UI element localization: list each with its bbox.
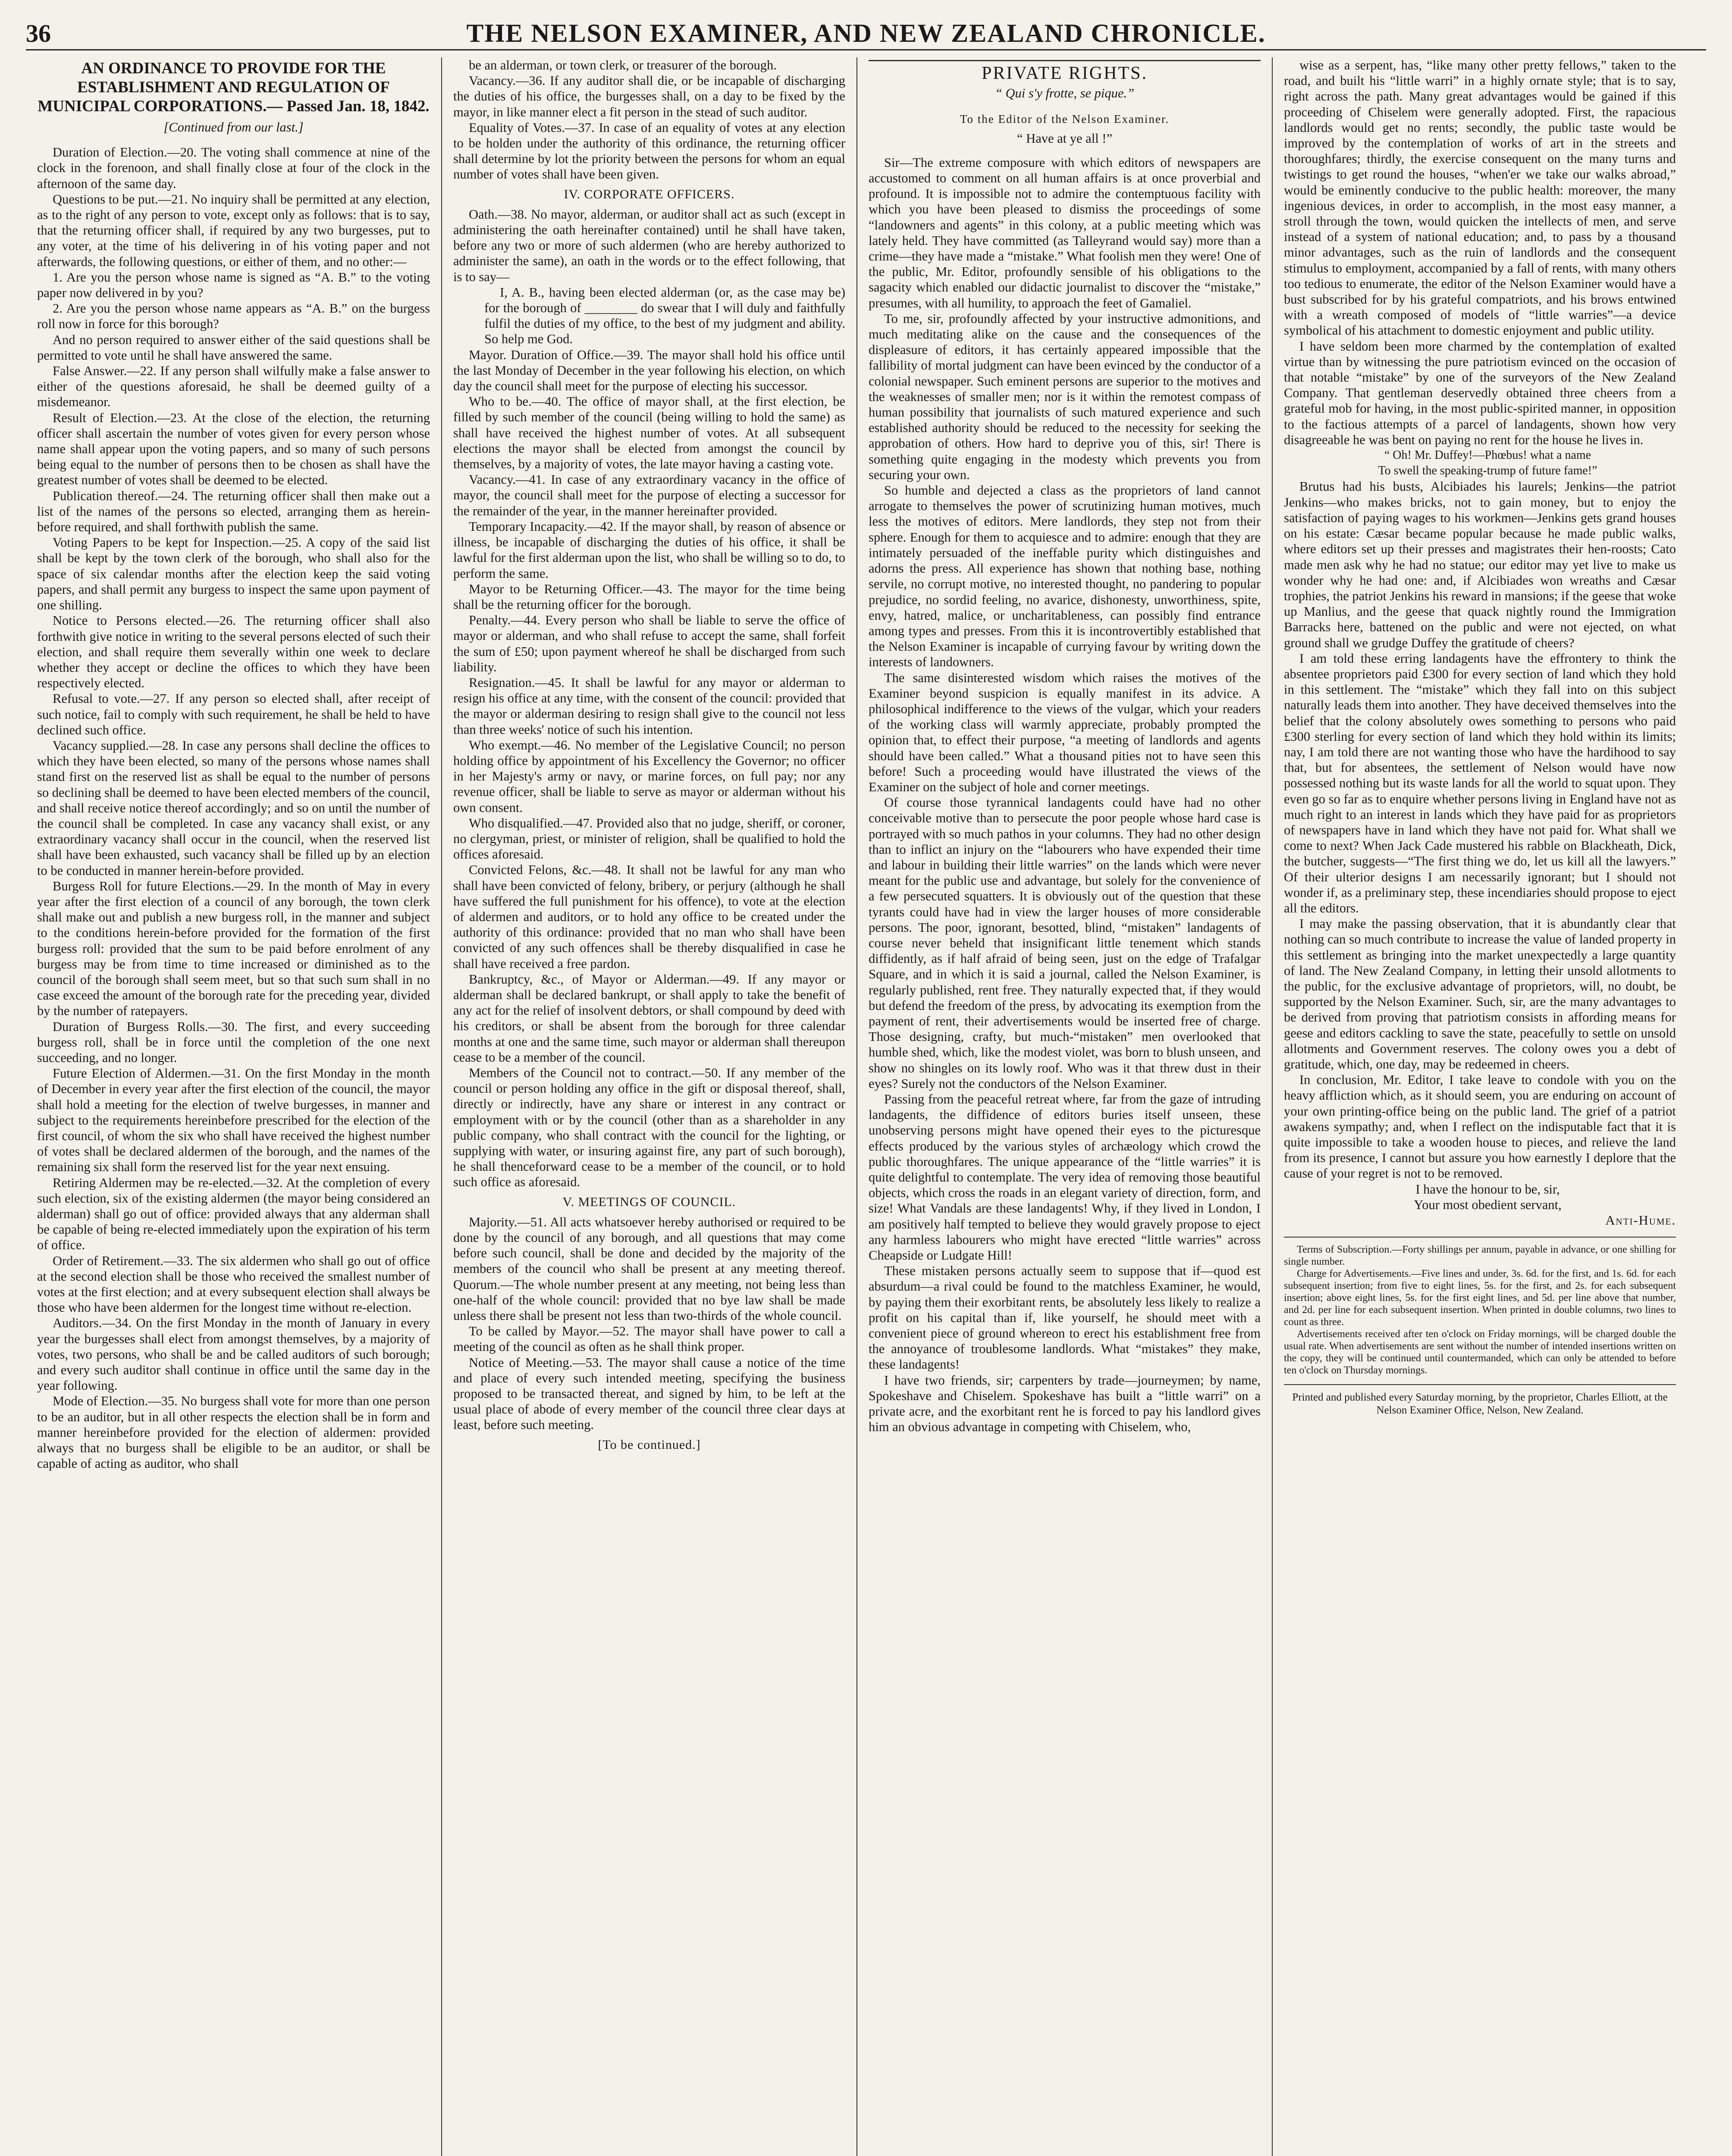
paragraph: Voting Papers to be kept for Inspection.—25. A copy of the said list shall be kept by the town clerk of the borough, who shall also for the space of six calendar months after the election keep the said voting papers, and shall permit any burgess to inspect the same upon payment of one shilling.	[37, 535, 430, 613]
paragraph: And no person required to answer either of the said questions shall be permitted to vote until he shall have answered the same.	[37, 332, 430, 363]
ordinance-col2b	[453, 207, 845, 285]
paragraph: Majority.—51. All acts whatsoever hereby authorised or required to be done by the council of any borough, and all questions that may come before such council, shall be done and decided by the majority of the members of the council who shall be present at any meeting thereof. Quorum.—The whole number present at any meeting, not being less than one-half of the whole council: provided that no bye law shall be made unless there shall be present not less than two-thirds of the whole council.	[453, 1214, 845, 1323]
paragraph: Convicted Felons, &c.—48. It shall not be lawful for any man who shall have been convicted of felony, bribery, or perjury (although he shall have suffered the full punishment for his offence), to vote at the election of aldermen and auditors, or to hold any office to be created under the authority of this ordinance: provided that no man who shall have been convicted of any such offences shall be thereby disqualified in case he shall have received a free pardon.	[453, 862, 845, 971]
paragraph: wise as a serpent, has, “like many other pretty fellows,” taken to the road, and built his “little warri” in a highly ornate style; that is to say, right across the path. Many great advantages would be gained if this proceeding of Chiselem were generally adopted. First, the rapacious landlords would get no rents; secondly, the public taste would be improved by the contemplation of works of art in the streets and thoroughfares; thirdly, the exercise consequent on the many turns and twistings to get round the houses, “when'er we take our walks abroad,” would be eminently conducive to the public health: moreover, the many ingenious devices, in order to accomplish, in the most easy manner, a stroll through the town, would quicken the intellects of men, and serve instead of a system of national education; and, to pass by a thousand minor advantages, such as the ruin of landlords and the consequent stimulus to employment, accompanied by a fall of rents, with many others too tedious to enumerate, the editor of the Nelson Examiner would have a bust subscribed for by his grateful compatriots, and his brows entwined with a wreath composed of models of “little warries”—a device symbolical of his attachment to domestic enjoyment and public utility.	[1284, 58, 1676, 338]
paragraph: Order of Retirement.—33. The six aldermen who shall go out of office at the second election shall be those who received the smallest number of votes at the first election; and at every subsequent election shall always be those who have been aldermen for the longest time without re-election.	[37, 1253, 430, 1315]
paragraph: Notice of Meeting.—53. The mayor shall cause a notice of the time and place of every such intended meeting, specifying the business proposed to be transacted thereat, and signed by him, to be left at the usual place of abode of every member of the council three clear days at least, before such meeting.	[453, 1355, 845, 1432]
paragraph: Who exempt.—46. No member of the Legislative Council; no person holding office by appointment of his Excellency the Governor; no officer in her Majesty's army or navy, or marine forces, on full pay; nor any revenue officer, shall be liable to serve as mayor or alderman without his own consent.	[453, 737, 845, 815]
letter-col3	[869, 155, 1261, 1435]
continued-note: [Continued from our last.]	[163, 120, 304, 135]
paragraph: Questions to be put.—21. No inquiry shall be permitted at any election, as to the right of any person to vote, except only as follows: that is to say, that the returning officer shall, if required by any two burgesses, put to any voter, at the time of his delivering in of his voting paper and not afterwards, the following questions, or either of them, and no other:—	[37, 191, 430, 269]
paragraph: 2. Are you the person whose name appears as “A. B.” on the burgess roll now in force for this borough?	[37, 301, 430, 332]
paragraph: Temporary Incapacity.—42. If the mayor shall, by reason of absence or illness, be incapable of discharging the duties of his office, it shall be lawful for the first alderman upon the list, who shall be willing so to do, to perform the same.	[453, 519, 845, 581]
paragraph: The same disinterested wisdom which raises the motives of the Examiner beyond suspicion is equally manifest in its advice. A philosophical indifference to the views of the vulgar, which your readers of the working class will warmly appreciate, probably prompted the opinion that, to effect their purpose, “a meeting of landlords and agents should have been called.” What a thousand pities not to have seen this before! Such a proceeding would have illustrated the views of the Examiner on the subject of hole and corner meetings.	[869, 670, 1261, 794]
paragraph: Equality of Votes.—37. In case of an equality of votes at any election to be holden under the authority of this ordinance, the returning officer shall determine by lot the priority between the persons for whom an equal number of votes shall have been given.	[453, 120, 845, 182]
imprint	[1284, 1384, 1676, 1417]
have-at-ye: “ Have at ye all !”	[1017, 131, 1112, 146]
paragraph: I, A. B., having been elected alderman (or, as the case may be) for the borough of ________ do swear that I will duly and faithfully fulfil the duties of my office, to the best of my judgment and ability. So help me God.	[484, 285, 845, 347]
ordinance-col2d	[453, 1214, 845, 1433]
paragraph: Mayor. Duration of Office.—39. The mayor shall hold his office until the last Monday of December in the year following his election, on which day the council shall meet for the purpose of electing his successor.	[453, 347, 845, 394]
paragraph: Refusal to vote.—27. If any person so elected shall, after receipt of such notice, fail to comply with such requirement, he shall be held to have declined such office.	[37, 691, 430, 737]
paragraph: I am told these erring landagents have the effrontery to think the absentee proprietors paid £300 for every section of land which they hold in this settlement. The “mistake” which they fall into on this subject naturally leads them into another. They have deceived themselves into the belief that the colony absolutely owes something to persons who paid £300 sterling for every section of land which they hold within its limits; nay, I am told there are not wanting those who have the hardihood to say that, but for absentees, the settlement of Nelson would have now possessed nothing but its waste lands for all the world to squat upon. They even go so far as to enquire whether persons living in England have not as much right to an interest in lands which they have paid for as proprietors of newspapers have in land which they have not paid for. What shall we come to next? When Jack Cade mustered his rabble on Blackheath, Dick, the butcher, suggests—“The first thing we do, let us kill all the lawyers.” Of their ulterior designs I am necessarily ignorant; but I should not wonder if, as a preliminary step, these incendiaries should propose to eject all the editors.	[1284, 651, 1676, 915]
paragraph: Duration of Burgess Rolls.—30. The first, and every succeeding burgess roll, shall be in force until the completion of the one next succeeding, and no longer.	[37, 1019, 430, 1065]
paragraph: Passing from the peaceful retreat where, far from the gaze of intruding landagents, the diffidence of editors buries itself unseen, these unobserving persons might have opened their eyes to the picturesque effects produced by the various styles of archæology which crowd the public thoroughfares. The unique appearance of the “little warries” it is quite delightful to contemplate. The very idea of removing those beautiful objects, which cross the roads in an elegant variety of direction, form, and size! What Vandals are these landagents! Why, if they lived in London, I am positively half tempted to believe they would gravely propose to eject any harmless labourers who might have erected “little warries” across Cheapside or Ludgate Hill!	[869, 1092, 1261, 1263]
paragraph: I may make the passing observation, that it is abundantly clear that nothing can so much contribute to increase the value of landed property in this settlement as bringing into the market unexpectedly a large quantity of land. The New Zealand Company, in letting their unsold allotments to the public, for the exclusive advantage of proprietors, will, no doubt, be supported by the Nelson Examiner. Such, sir, are the many advantages to be derived from proving that patriotism consists in affording means for geese and editors cackling to save the state, peacefully to settle on unsold allotments and Government reserves. The colony owes you a debt of gratitude, which, one day, may be redeemed in cheers.	[1284, 916, 1676, 1072]
paragraph: Vacancy.—41. In case of any extraordinary vacancy in the office of mayor, the council shall meet for the purpose of electing a successor for the remainder of the year, in the manner hereinafter provided.	[453, 472, 845, 518]
section-heading-corporate-officers: IV. CORPORATE OFFICERS.	[564, 187, 735, 201]
paragraph: Duration of Election.—20. The voting shall commence at nine of the clock in the forenoon, and shall finally close at four of the clock in the afternoon of the same day.	[37, 145, 430, 191]
paragraph: Your most obedient servant,	[1414, 1197, 1562, 1212]
paragraph: Oath.—38. No mayor, alderman, or auditor shall act as such (except in administering the oath hereinafter contained) until he shall have taken, before any two or more of such aldermen (who are hereby authorized to administer the same), an oath in the words or to the effect following, that is to say—	[453, 207, 845, 284]
paragraph: Who to be.—40. The office of mayor shall, at the first election, be filled by such member of the council (being willing to hold the same) as shall have received the highest number of votes. At all subsequent elections the mayor shall be elected from amongst the council by themselves, by a majority of votes, the late mayor having a casting vote.	[453, 394, 845, 472]
paragraph: Publication thereof.—24. The returning officer shall then make out a list of the names of the persons so elected, arranging them as herein-before required, and shall forthwith publish the same.	[37, 488, 430, 535]
paragraph: Burgess Roll for future Elections.—29. In the month of May in every year after the first election of a council of any borough, the town clerk shall make out and publish a new burgess roll, in the manner and subject to the conditions herein-before provided for the formation of the first burgess roll: provided that the sum to be paid before enrolment of any burgess may be from time to time increased or diminished as to the council of the borough shall seem meet, but so that such sum shall in no case exceed the amount of the borough rate for the preceding year, divided by the number of ratepayers.	[37, 878, 430, 1018]
paragraph: Resignation.—45. It shall be lawful for any mayor or alderman to resign his office at any time, with the consent of the council: provided that the mayor or alderman desiring to resign shall give to the council not less than three weeks' notice of such his intention.	[453, 675, 845, 737]
to-editor: To the Editor of the Nelson Examiner.	[960, 113, 1170, 126]
paragraph: Advertisements received after ten o'clock on Friday mornings, will be charged double the usual rate. When advertisements are sent without the number of intended insertions written on the copy, they will be continued until countermanded, which can only be attended to before ten o'clock on Thursday mornings.	[1284, 1329, 1676, 1376]
paragraph: Sir—The extreme composure with which editors of newspapers are accustomed to comment on all human affairs is at once proverbial and profound. It is impossible not to admire the contemptuous facility with which you have been pleased to dismiss the proceedings of some “landowners and agents” in this colony, at a public meeting which was lately held. They have committed (as Talleyrand would say) more than a crime—they have made a “mistake.” What foolish men they were! One of the public, Mr. Editor, profoundly sensible of his obligations to the sagacity which enabled our didactic journalist to discover the “mistake,” presumes, with all humility, to approach the feet of Gamaliel.	[869, 155, 1261, 310]
column-2	[441, 57, 857, 2156]
paragraph: I have seldom been more charmed by the contemplation of exalted virtue than by witnessing the pure patriotism evinced on the occasion of that notable “mistake” by one of the surveyors of the New Zealand Company. That gentleman deservedly obtained three cheers from a grateful mob for having, in the most public-spirited manner, in opposition to the factious attempts of a parcel of landagents, shown how very disagreeable he was bent on paying no rent for the house he lives in.	[1284, 338, 1676, 447]
paragraph: Notice to Persons elected.—26. The returning officer shall also forthwith give notice in writing to the several persons elected of such their election, and shall require them severally within one week to declare whether they accept or decline the offices to which they have been respectively elected.	[37, 613, 430, 691]
paragraph: Brutus had his busts, Alcibiades his laurels; Jenkins—the patriot Jenkins—who makes bricks, not to gain money, but to enjoy the satisfaction of paying wages to his workmen—Jenkins gets grand houses on his estate: Cæsar became popular because he made public walks, where editors set up their presses and magistrates their hen-roosts; Cato made men ask why he had no statue; our editor may yet live to make us wonder why he had one: and, if Alcibiades won wreaths and Cæsar trophies, the patriot Jenkins his reward in mansions; if the geese that woke up Manlius, and the geese that quack nightly round the Immigration Barracks here, battened on the public and were not ejected, on what ground shall we grudge Duffey the gratitude of cheers?	[1284, 479, 1676, 650]
paragraph: Bankruptcy, &c., of Mayor or Alderman.—49. If any mayor or alderman shall be declared bankrupt, or shall apply to take the benefit of any act for the relief of insolvent debtors, or shall compound by deed with his creditors, or shall be absent from the borough for three calendar months at one and the same time, such mayor or alderman shall thereupon cease to be a member of the council.	[453, 971, 845, 1065]
paragraph: Of course those tyrannical landagents could have had no other conceivable motive than to persecute the poor people whose hard case is portrayed with so much pathos in your columns. They had no other design than to inflict an injury on the “labourers who have expended their time and labour in building their little warries” on the lands which were never meant for the public use and advantage, but solely for the convenience of a few persecuted squatters. It is obviously out of the question that these tyrants could have had in view the larger houses of more considerable persons. The poor, ignorant, besotted, blind, “mistaken” landagents of course never beheld that insignificant little tenement which stands diffidently, as if half afraid of being seen, just on the edge of Trafalgar Square, and in which it is said a journal, called the Nelson Examiner, is regularly published, rent free. They naturally expected that, if they would but defend the freedom of the press, by advocating its exemption from the payment of rent, their advertisements would be inserted free of charge. Those designing, crafty, but much-“mistaken” men overlooked that humble shed, which, like the modest violet, was born to blush unseen, and show no shingles on its lowly roof. Who was it that threw dust in their eyes? Surely not the conductors of the Nelson Examiner.	[869, 795, 1261, 1091]
letter-col4b	[1284, 479, 1676, 1181]
paragraph: These mistaken persons actually seem to suppose that if—quod est absurdum—a rival could be found to the matchless Examiner, he would, by paying them their exorbitant rents, be absolutely less likely to realize a profit on his capital than if, like yourself, he should meet with a convenient piece of ground whereon to erect his establishment free from the annoyance of troublesome landlords. What “mistakes” they make, these landagents!	[869, 1263, 1261, 1372]
to-be-continued: [To be continued.]	[598, 1437, 701, 1452]
paragraph: Penalty.—44. Every person who shall be liable to serve the office of mayor or alderman, and who shall refuse to accept the same, shall forfeit the sum of £50; upon payment whereof he shall be discharged from such liability.	[453, 613, 845, 674]
letter-col4a	[1284, 57, 1676, 448]
oath-text	[453, 285, 845, 347]
column-4	[1272, 57, 1687, 2156]
verse-quote	[1284, 448, 1676, 479]
paragraph: I have two friends, sir; carpenters by trade—journeymen; by name, Spokeshave and Chiselem. Spokeshave has built a “little warri” on a private acre, and the exorbitant rent he is forced to pay his landlord gives him an obvious advantage in competing with Chiselem, who,	[869, 1373, 1261, 1435]
imprint-text: Printed and published every Saturday morning, by the proprietor, Charles Elliott, at the Nelson Examiner Office, Nelson, New Zealand.	[1292, 1391, 1668, 1416]
paragraph: Mayor to be Returning Officer.—43. The mayor for the time being shall be the returning officer for the borough.	[453, 581, 845, 612]
private-rights-title: PRIVATE RIGHTS.	[982, 63, 1148, 83]
paragraph: Who disqualified.—47. Provided also that no judge, sheriff, or coroner, no clergyman, priest, or minister of religion, shall be qualified to hold the offices aforesaid.	[453, 815, 845, 862]
paragraph: To be called by Mayor.—52. The mayor shall have power to call a meeting of the council as often as he shall think proper.	[453, 1324, 845, 1354]
ordinance-col1	[37, 144, 430, 1471]
column-3	[857, 57, 1272, 2156]
paragraph: Members of the Council not to contract.—50. If any member of the council or person holding any office in the gift or disposal thereof, shall, directly or indirectly, have any share or interest in any contract or employment with or by the council (other than as a shareholder in any public company, who shall contract with the council for the lighting, or supplying with water, or insuring against fire, any part of such borough), he shall thenceforward cease to be a member of the council, or to hold such office as aforesaid.	[453, 1065, 845, 1190]
motto: “ Qui s'y frotte, se pique.”	[995, 86, 1135, 101]
columns	[26, 57, 1706, 2156]
paragraph: Vacancy supplied.—28. In case any persons shall decline the offices to which they have been elected, so many of the persons whose names shall stand first on the reserved list as shall be equal to the number of persons so declining shall be deemed to have been elected members of the council, and shall receive notice thereof accordingly; and so on until the number of the council shall be completed. In case any vacancy shall exist, or any extraordinary vacancy shall occur in the council, when the reserved list shall have been exhausted, such vacancy shall be filled up by an election to be conducted in manner herein-before provided.	[37, 738, 430, 878]
paragraph: So humble and dejected a class as the proprietors of land cannot arrogate to themselves the power of scrutinizing human motives, much less the motives of editors. Mere landlords, they step not from their sphere. Enough for them to acquiesce and to admire: enough that they are intimately persuaded of the ineffable purity which distinguishes and adorns the press. All experience has shown that nothing base, nothing servile, no corrupt motive, no interested thought, no pandering to popular prejudice, no sordid feeling, no avarice, dishonesty, unworthiness, spite, envy, hatred, malice, or uncharitableness, can possibly find entrance among types and presses. From this it is incontrovertibly established that the Nelson Examiner is incapable of currying favour by writing down the interests of landowners.	[869, 483, 1261, 670]
page-number: 36	[26, 19, 51, 47]
running-head: THE NELSON EXAMINER, AND NEW ZEALAND CHRONICLE.	[466, 19, 1266, 47]
signature: Anti-Hume.	[1605, 1213, 1676, 1228]
ordinance-col2c	[453, 347, 845, 1190]
paragraph: Mode of Election.—35. No burgess shall vote for more than one person to be an auditor, but in all other respects the election shall be in form and manner hereinbefore provided for the election of aldermen: provided always that no burgess shall be eligible to be an auditor, or shall be capable of acting as auditor, who shall	[37, 1394, 430, 1471]
ordinance-col2a	[453, 57, 845, 182]
paragraph: be an alderman, or town clerk, or treasurer of the borough.	[469, 58, 777, 72]
paragraph: Charge for Advertisements.—Five lines and under, 3s. 6d. for the first, and 1s. 6d. for each subsequent insertion; from five to eight lines, 5s. for the first, and 2s. for each subsequent insertion; above eight lines, 5s. for the first eight lines, and 5d. per line above that number, and 2d. per line for each subsequent insertion. When printed in double columns, two lines to count as three.	[1284, 1268, 1676, 1328]
terms-block	[1284, 1237, 1676, 1376]
paragraph: Result of Election.—23. At the close of the election, the returning officer shall ascertain the number of votes given for every person whose name shall appear upon the voting papers, and so many of such persons being equal to the number of persons then to be chosen as shall have the greatest number of votes shall be deemed to be elected.	[37, 410, 430, 488]
paragraph: To swell the speaking-trump of future fame!”	[1378, 464, 1597, 478]
masthead	[26, 17, 1706, 50]
sign-off	[1284, 1181, 1676, 1213]
paragraph: In conclusion, Mr. Editor, I take leave to condole with you on the heavy affliction which, as it should seem, you are enduring on account of your own printing-office being on the public land. The grief of a patriot awakens sympathy; and, when I reflect on the indisputable fact that it is quite impossible to take a wooden house to pieces, and relieve the land from its presence, I cannot but assure you how earnestly I deplore that the cause of your regret is not to be removed.	[1284, 1072, 1676, 1181]
paragraph: Terms of Subscription.—Forty shillings per annum, payable in advance, or one shilling for single number.	[1284, 1244, 1676, 1268]
paragraph: I have the honour to be, sir,	[1415, 1181, 1560, 1197]
paragraph: Vacancy.—36. If any auditor shall die, or be incapable of discharging the duties of his office, the burgesses shall, on a day to be fixed by the mayor, in like manner elect a fit person in the stead of such auditor.	[453, 73, 845, 119]
section-heading-meetings: V. MEETINGS OF COUNCIL.	[562, 1194, 736, 1209]
section-rule	[869, 60, 1261, 61]
paragraph: To me, sir, profoundly affected by your instructive admonitions, and much meditating alike on the cause and the consequences of the displeasure of editors, it has certainly appeared impossible that the fallibility of mortal judgment can have been evinced by the conductor of a colonial newspaper. Such eminent persons are superior to the motives and the weaknesses of smaller men; nor is it within the remotest compass of human possibility that journalists of such matured experience and such established authority should be reduced to the necessity for seeking the approbation of others. How hard to deprive you of this, sir! There is something quite engaging in the modesty which prevents you from securing your own.	[869, 311, 1261, 482]
paragraph: Retiring Aldermen may be re-elected.—32. At the completion of every such election, six of the existing aldermen (the mayor being considered an alderman) shall go out of office: provided always that any alderman shall be capable of being re-elected immediately upon the expiration of his term of office.	[37, 1175, 430, 1253]
paragraph: “ Oh! Mr. Duffey!—Phœbus! what a name	[1384, 448, 1591, 462]
ordinance-title: AN ORDINANCE TO PROVIDE FOR THE ESTABLISHMENT AND REGULATION OF MUNICIPAL CORPORATIONS.— Passed Jan. 18, 1842.	[38, 60, 430, 115]
paragraph: 1. Are you the person whose name is signed as “A. B.” to the voting paper now delivered in by you?	[37, 270, 430, 301]
column-1	[26, 57, 441, 2156]
paragraph: Future Election of Aldermen.—31. On the first Monday in the month of December in every year after the first election of the council, the mayor shall hold a meeting for the election of twelve burgesses, in manner and subject to the requirements hereinbefore prescribed for the election of the first council, of whom the six who shall have received the highest number of votes shall be declared aldermen of the borough, and the names of the remaining six shall form the reserved list for the year next ensuing.	[37, 1066, 430, 1175]
paragraph: Auditors.—34. On the first Monday in the month of January in every year the burgesses shall elect from amongst themselves, by a majority of votes, two persons, who shall be and be called auditors of such borough; and every such auditor shall continue in office until the same day in the year following.	[37, 1316, 430, 1393]
paragraph: False Answer.—22. If any person shall wilfully make a false answer to either of the questions aforesaid, he shall be deemed guilty of a misdemeanor.	[37, 364, 430, 410]
